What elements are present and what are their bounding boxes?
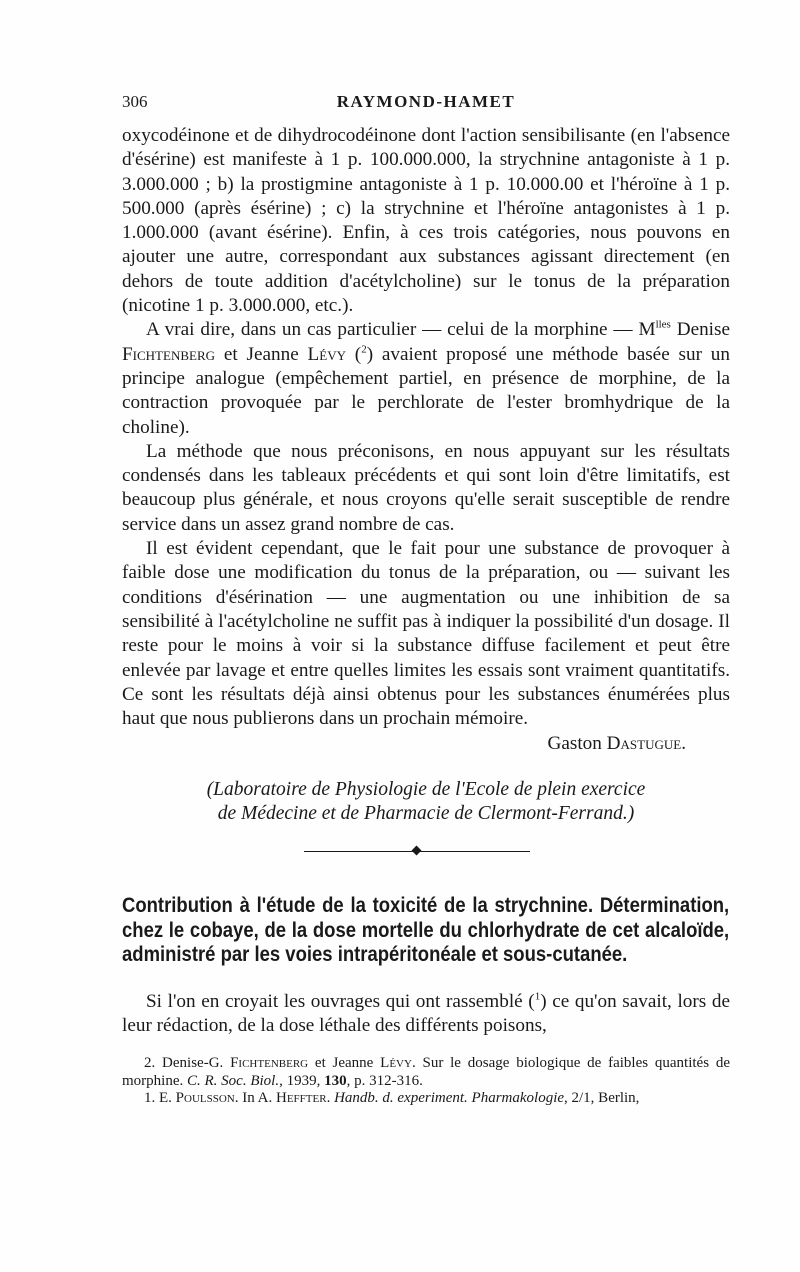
footnote-ref: 2 — [361, 343, 367, 356]
author-name: Fichtenberg — [122, 343, 216, 365]
p2-superscript: lles — [655, 318, 671, 331]
article-paragraph — [122, 990, 730, 1039]
body-text — [122, 124, 730, 757]
fn2-title: . Sur le dosage biologique de faibles quantités de morphine. — [122, 1055, 731, 1089]
running-head: RAYMOND-HAMET — [336, 92, 516, 111]
affiliation — [122, 778, 730, 827]
fn2-mid: et Jeanne — [308, 1055, 381, 1072]
footnotes — [122, 1055, 730, 1108]
article-text-b: ) ce qu'on savait, lors de leur rédaction, de la dose léthale des différents poisons, — [122, 990, 730, 1036]
fn2-journal: C. R. Soc. Biol. — [187, 1072, 280, 1089]
fn2-num: 2. Denise-G. — [144, 1055, 231, 1072]
section-separator — [122, 826, 730, 866]
page — [122, 92, 730, 1108]
fn2-author: Lévy — [380, 1055, 412, 1072]
p2-text-a: A vrai dire, dans un cas particulier — celui de la morphine — M — [146, 319, 656, 341]
signature-last: Dastugue. — [606, 733, 686, 755]
page-header — [122, 92, 730, 124]
affiliation-line-1: (Laboratoire de Physiologie de l'Ecole de plein exercice — [206, 778, 646, 800]
fn2-year: , 1939, — [279, 1072, 325, 1089]
page-number: 306 — [122, 92, 148, 111]
fn1-num: 1. E. — [144, 1090, 176, 1107]
paragraph-1: oxycodéinone et de dihydrocodéinone dont l'action sensibilisante (en l'absence d'ésérine) est manifeste à 1 p. 100.000.000, la strychnine antagoniste à 1 p. 3.000.000 ; b) la prostigmine antagoniste à 1 p. 10.000.00 et l'héroïne à 1 p. 500.000 (après ésérine) ; c) la strychnine et l'héroïne antagonistes à 1 p. 1.000.000 (avant ésérine). Enfin, à ces trois catégories, nous pouvons en ajouter une autre, correspondant aux substances agissant directement (en dehors de toute addition d'acétylcholine) sur le tonus de la préparation (nicotine 1 p. 3.000.000, etc.). — [122, 125, 730, 317]
paragraph-4: Il est évident cependant, que le fait pour une substance de provoquer à faible dose une modification du tonus de la préparation, ou — suivant les conditions d'ésérination — une augmentation ou une inhibition de sa sensibilité à l'acétylcholine ne suffit pas à indiquer la possibilité d'un dosage. Il reste pour le moins à voir si la substance diffuse facilement et peut être enlevée par lavage et entre quelles limites les essais sont vraiment quantitatifs. Ce sont les résultats déjà ainsi obtenus pour les substances énumérées plus haut que nous publierons dans un prochain mémoire. — [122, 538, 730, 730]
author-name: Lévy — [307, 343, 346, 365]
article-body — [122, 990, 730, 1039]
p2-text-c: et Jeanne — [215, 343, 308, 365]
fn2-pages: , p. 312-316. — [346, 1072, 423, 1089]
signature — [122, 732, 730, 756]
article-text-a: Si l'on en croyait les ouvrages qui ont rassemblé ( — [146, 990, 535, 1012]
paragraph-2 — [122, 318, 730, 439]
article-title: Contribution à l'étude de la toxicité de la strychnine. Détermination, chez le cobaye, de la dose mortelle du chlorhydrate de cet alcaloïde, administré par les voies intrapéritonéale et sous-cutanée. — [122, 894, 730, 967]
fn1-book: Handb. d. experiment. Pharmakologie — [334, 1090, 565, 1107]
footnote-ref: 1 — [534, 990, 541, 1003]
fn1-sep: . — [326, 1090, 335, 1107]
diamond-ornament-icon — [412, 846, 422, 856]
fn2-volume: 130 — [324, 1072, 347, 1089]
signature-first: Gaston — [547, 733, 607, 755]
fn1-tail: , 2/1, Berlin, — [564, 1090, 640, 1107]
p2-text-e: ) avaient proposé une méthode basée sur un principe analogue (empêchement partiel, en présence de morphine, de la contraction provoquée par le perchlorate de l'ester bromhydrique de la choline). — [122, 343, 730, 438]
paragraph-3: La méthode que nous préconisons, en nous appuyant sur les résultats condensés dans les tableaux précédents et qui sont loin d'être limitatifs, est beaucoup plus générale, et nous croyons qu'elle serait susceptible de rendre service dans un assez grand nombre de cas. — [122, 440, 730, 535]
fn1-mid: . In A. — [234, 1090, 276, 1107]
footnote-1 — [122, 1090, 730, 1108]
affiliation-line-2: de Médecine et de Pharmacie de Clermont-Ferrand.) — [217, 803, 635, 825]
fn2-author: Fichtenberg — [230, 1055, 309, 1072]
footnote-2 — [122, 1055, 730, 1090]
p2-text-d: ( — [345, 343, 362, 365]
p2-text-b: Denise — [670, 319, 731, 341]
fn1-author: Heffter — [276, 1090, 327, 1107]
fn1-author: Poulsson — [175, 1090, 235, 1107]
